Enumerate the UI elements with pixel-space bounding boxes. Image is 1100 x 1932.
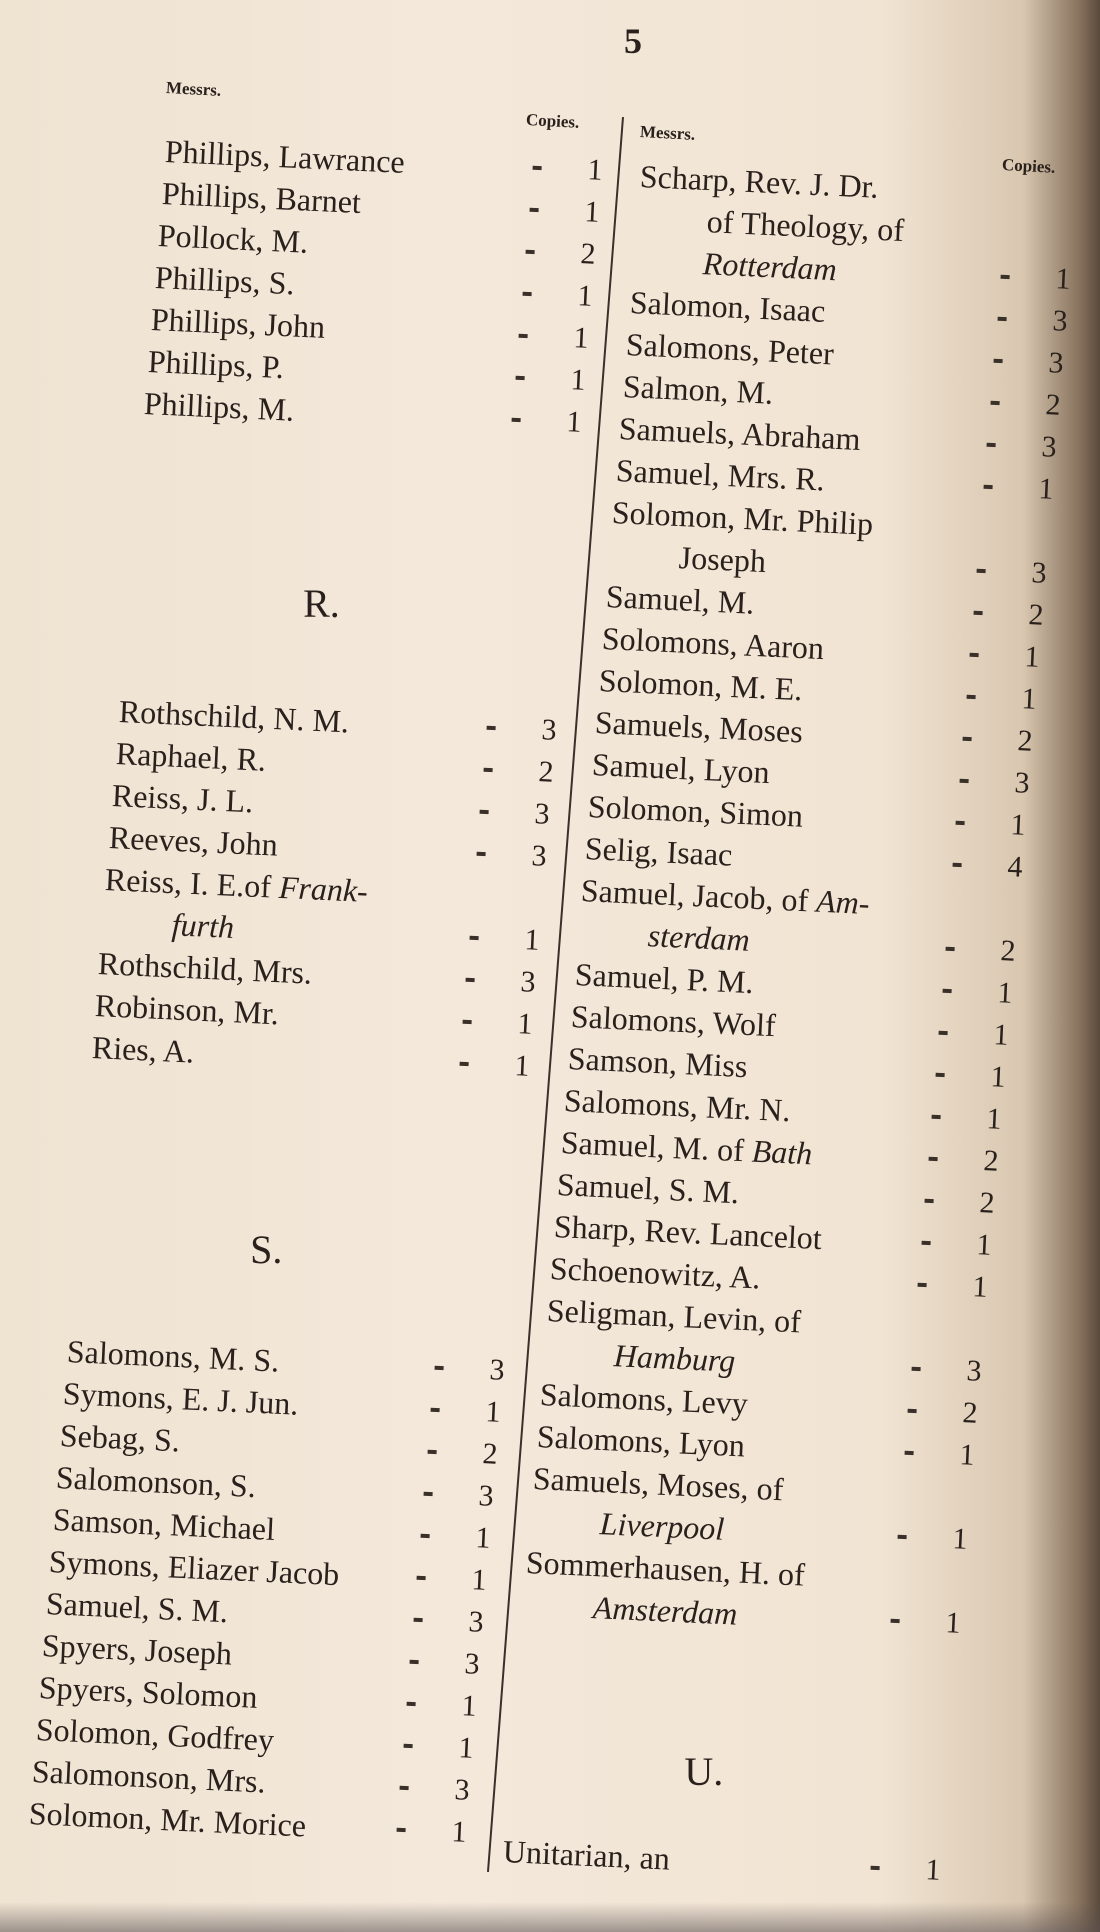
copies-count: 1 (1054, 262, 1072, 296)
leader-dash (483, 768, 492, 772)
copies-count: 1 (474, 1521, 492, 1555)
leader-dash (480, 810, 489, 814)
leader-dash (977, 569, 986, 573)
subscriber-name (171, 903, 235, 948)
copies-count: 3 (1048, 346, 1065, 380)
leader-dash (515, 376, 524, 380)
leader-dash (396, 1828, 405, 1832)
name-italic-part: Liverpool (598, 1505, 725, 1547)
name-part: Solomon, Mr. Morice (27, 1795, 307, 1844)
leader-dash (983, 485, 992, 489)
leader-dash (932, 1115, 941, 1119)
name-italic-part: Hamburg (612, 1337, 736, 1379)
copies-count: 1 (972, 1270, 989, 1304)
name-part: Raphael, R. (114, 735, 267, 778)
leader-dash (533, 166, 542, 170)
leader-dash (946, 947, 955, 951)
leader-dash (400, 1786, 409, 1790)
copies-count: 1 (986, 1102, 1003, 1136)
name-part: Spyers, Solomon (38, 1669, 259, 1715)
leader-dash (410, 1660, 419, 1664)
name-part: Solomon, Godfrey (34, 1711, 275, 1758)
name-italic-part: Am- (815, 882, 871, 922)
name-part: Reiss, I. E.of (104, 861, 281, 905)
subscriber-name (154, 256, 295, 304)
name-part: Schoenowitz, A. (549, 1250, 762, 1296)
leader-dash (403, 1744, 412, 1748)
leader-dash (904, 1451, 913, 1455)
copies-count: 1 (450, 1815, 468, 1849)
name-part: Reiss, J. L. (111, 777, 255, 820)
copies-count: 3 (464, 1647, 481, 1681)
leader-dash (459, 1062, 468, 1066)
leader-dash (420, 1534, 429, 1538)
name-part: Samson, Miss (566, 1040, 748, 1085)
copies-count: 1 (523, 923, 541, 957)
copies-count: 1 (975, 1228, 993, 1262)
subscriber-name (605, 575, 755, 624)
subscriber-name (147, 340, 285, 388)
leader-dash (434, 1366, 443, 1370)
copies-count: 3 (534, 797, 551, 831)
copies-count: 1 (513, 1049, 530, 1083)
subscriber-name (91, 1026, 195, 1073)
copies-count: 1 (1020, 682, 1037, 716)
copies-count: 2 (1044, 388, 1062, 422)
name-part: Ries, A. (90, 1029, 195, 1070)
copies-count: 1 (1010, 808, 1027, 842)
subscriber-name (678, 536, 767, 582)
name-part: Solomon, Simon (587, 788, 805, 834)
copies-count: 3 (488, 1353, 505, 1387)
subscriber-name (584, 827, 733, 876)
subscriber-entry (502, 1830, 943, 1892)
leader-dash (935, 1073, 944, 1077)
name-part: Salomons, M. S. (65, 1333, 280, 1379)
leader-dash (526, 250, 535, 254)
copies-count: 2 (537, 755, 554, 789)
name-part: Phillips, Barnet (160, 175, 362, 221)
leader-dash (407, 1702, 416, 1706)
name-part: Samuels, Abraham (618, 410, 862, 457)
name-part: Rothschild, N. M. (118, 693, 350, 740)
name-italic-part: sterdam (647, 917, 751, 958)
name-part: Scharp, Rev. J. Dr. (639, 158, 880, 205)
leader-dash (870, 1866, 879, 1870)
leader-dash (925, 1199, 934, 1203)
name-part: Salomons, Mr. N. (563, 1082, 792, 1129)
copies-count: 1 (516, 1007, 534, 1041)
subscriber-name (157, 214, 309, 263)
name-part: Solomons, Aaron (601, 620, 825, 667)
copies-count: 1 (457, 1731, 474, 1765)
name-part: Samuel, Lyon (590, 746, 771, 791)
copies-count: 1 (566, 405, 583, 439)
copies-count: 1 (992, 1018, 1010, 1052)
subscriber-name (502, 1830, 671, 1880)
copies-count: 2 (579, 237, 597, 271)
leader-dash (427, 1450, 436, 1454)
name-italic-part: furth (170, 906, 235, 945)
copies-label-right: Copies. (1001, 155, 1056, 177)
name-italic-part: Amsterdam (592, 1589, 739, 1632)
subscriber-name (592, 1586, 738, 1635)
name-part: Phillips, Lawrance (164, 133, 406, 180)
leader-dash (1001, 275, 1010, 279)
copies-count: 2 (1017, 724, 1034, 758)
name-part: Sharp, Rev. Lancelot (553, 1208, 823, 1257)
leader-dash (487, 726, 496, 730)
name-part: Sommerhausen, H. of (525, 1544, 806, 1593)
name-italic-part: Bath (750, 1132, 813, 1172)
name-part: Joseph (678, 539, 767, 580)
copies-count: 1 (924, 1853, 941, 1887)
leader-dash (908, 1409, 917, 1413)
leader-dash (466, 978, 475, 982)
messrs-label-right: Messrs. (639, 122, 696, 144)
leader-dash (519, 334, 528, 338)
name-part: Samuel, Mrs. R. (615, 452, 826, 498)
name-part: Samuel, S. M. (556, 1166, 741, 1211)
copies-count: 2 (979, 1186, 996, 1220)
leader-dash (918, 1283, 927, 1287)
name-part: Selig, Isaac (584, 830, 734, 873)
section-heading: R. (303, 581, 340, 626)
leader-dash (897, 1535, 906, 1539)
name-part: Samson, Michael (51, 1501, 276, 1548)
leader-dash (417, 1576, 426, 1580)
name-part: Solomon, Mr. Philip (611, 494, 875, 542)
name-part: Salomons, Levy (539, 1376, 749, 1422)
copies-count: 1 (951, 1522, 969, 1556)
name-part: Salmon, M. (621, 368, 774, 411)
copies-count: 1 (471, 1563, 488, 1597)
copies-count: 1 (1037, 472, 1055, 506)
name-part: Samuel, P. M. (573, 956, 754, 1001)
copies-count: 3 (467, 1605, 485, 1639)
copies-count: 3 (540, 713, 558, 747)
copies-count: 1 (583, 195, 600, 229)
subscriber-name (111, 774, 254, 822)
name-part: Phillips, M. (143, 385, 296, 428)
leader-dash (928, 1157, 937, 1161)
section-heading: S. (250, 1227, 283, 1272)
leader-dash (952, 863, 961, 867)
copies-count: 1 (1023, 640, 1041, 674)
section-heading: U. (684, 1749, 724, 1794)
messrs-label-left: Messrs. (165, 78, 222, 100)
name-part: Salomons, Lyon (535, 1418, 746, 1464)
copies-count: 3 (453, 1773, 471, 1807)
name-part: Rothschild, Mrs. (97, 945, 314, 991)
copies-count: 2 (481, 1437, 499, 1471)
name-part: Symons, Eliazer Jacob (48, 1543, 341, 1593)
leader-dash (522, 292, 531, 296)
copies-count: 3 (1041, 430, 1058, 464)
leader-dash (911, 1367, 920, 1371)
copies-count: 1 (958, 1438, 975, 1472)
copies-count: 2 (982, 1144, 1000, 1178)
page-number: 5 (624, 21, 642, 61)
name-part: Salomon, Isaac (628, 284, 826, 329)
leader-dash (942, 989, 951, 993)
name-part: Samuels, Moses (594, 704, 804, 750)
copies-count: 1 (944, 1606, 962, 1640)
name-part: Symons, E. J. Jun. (62, 1375, 300, 1422)
leader-dash (890, 1619, 899, 1623)
subscriber-name (647, 914, 751, 961)
leader-dash (970, 653, 979, 657)
copies-count: 1 (996, 976, 1013, 1010)
name-part: Samuel, M. (604, 578, 755, 621)
leader-dash (956, 821, 965, 825)
leader-dash (994, 359, 1003, 363)
copies-count: 1 (989, 1060, 1006, 1094)
name-part: Salomonson, S. (55, 1459, 257, 1505)
copies-count: 3 (520, 965, 537, 999)
name-part: Spyers, Joseph (41, 1627, 234, 1672)
name-part: Phillips, S. (153, 259, 295, 302)
copies-count: 4 (1006, 850, 1024, 884)
subscriber-name (59, 1414, 181, 1461)
name-part: Salomons, Peter (625, 326, 835, 372)
copies-count: 3 (1013, 766, 1031, 800)
name-part: Salomons, Wolf (570, 998, 777, 1044)
name-part: Sebag, S. (58, 1417, 181, 1459)
subscriber-name (108, 816, 279, 866)
leader-dash (997, 317, 1006, 321)
leader-dash (431, 1408, 440, 1412)
leader-dash (959, 779, 968, 783)
copies-count: 1 (460, 1689, 478, 1723)
subscriber-name (702, 242, 838, 290)
name-part: Solomon, M. E. (597, 662, 803, 708)
name-part: Pollock, M. (157, 217, 310, 260)
leader-dash (424, 1492, 433, 1496)
copies-count: 3 (965, 1354, 982, 1388)
copies-count: 3 (478, 1479, 495, 1513)
leader-dash (469, 936, 478, 940)
leader-dash (973, 611, 982, 615)
copies-count: 2 (999, 934, 1017, 968)
leader-dash (987, 443, 996, 447)
name-part: Samuel, Jacob, of (580, 872, 818, 919)
copies-count: 1 (569, 363, 587, 397)
subscriber-name (613, 1334, 736, 1381)
leader-dash (966, 695, 975, 699)
subscriber-name (143, 382, 295, 431)
name-part: Seligman, Levin, of (546, 1292, 802, 1340)
name-part: Reeves, John (107, 819, 279, 863)
leader-dash (476, 852, 485, 856)
subscriber-name (115, 732, 267, 781)
copies-count: 1 (484, 1395, 502, 1429)
name-part: Phillips, P. (146, 343, 285, 386)
leader-dash (512, 418, 521, 422)
subscriber-name (599, 1502, 725, 1550)
page-bottom-shadow (0, 1902, 1100, 1932)
subscriber-name (622, 365, 774, 414)
copies-count: 1 (586, 153, 604, 187)
copies-label-left: Copies. (525, 110, 580, 132)
leader-dash (990, 401, 999, 405)
copies-count: 3 (530, 839, 548, 873)
name-part: Unitarian, an (501, 1833, 671, 1877)
name-part: Phillips, John (150, 301, 327, 345)
leader-dash (413, 1618, 422, 1622)
leader-dash (921, 1241, 930, 1245)
leader-dash (462, 1020, 471, 1024)
name-part: Samuel, M. of (559, 1124, 753, 1169)
name-part: Robinson, Mr. (94, 987, 280, 1032)
copies-count: 1 (573, 321, 590, 355)
copies-count: 1 (576, 279, 593, 313)
name-part: Samuels, Moses, of (532, 1460, 785, 1508)
copies-count: 3 (1030, 556, 1048, 590)
copies-count: 2 (1027, 598, 1044, 632)
name-part: of Theology, of (705, 203, 905, 249)
leader-dash (939, 1031, 948, 1035)
leader-dash (963, 737, 972, 741)
name-part: Samuel, S. M. (45, 1585, 229, 1630)
copies-count: 3 (1051, 304, 1068, 338)
copies-count: 2 (961, 1396, 979, 1430)
name-italic-part: Frank- (278, 868, 369, 909)
name-part: Salomonson, Mrs. (31, 1753, 267, 1800)
name-italic-part: Rotterdam (702, 245, 838, 288)
leader-dash (529, 208, 538, 212)
